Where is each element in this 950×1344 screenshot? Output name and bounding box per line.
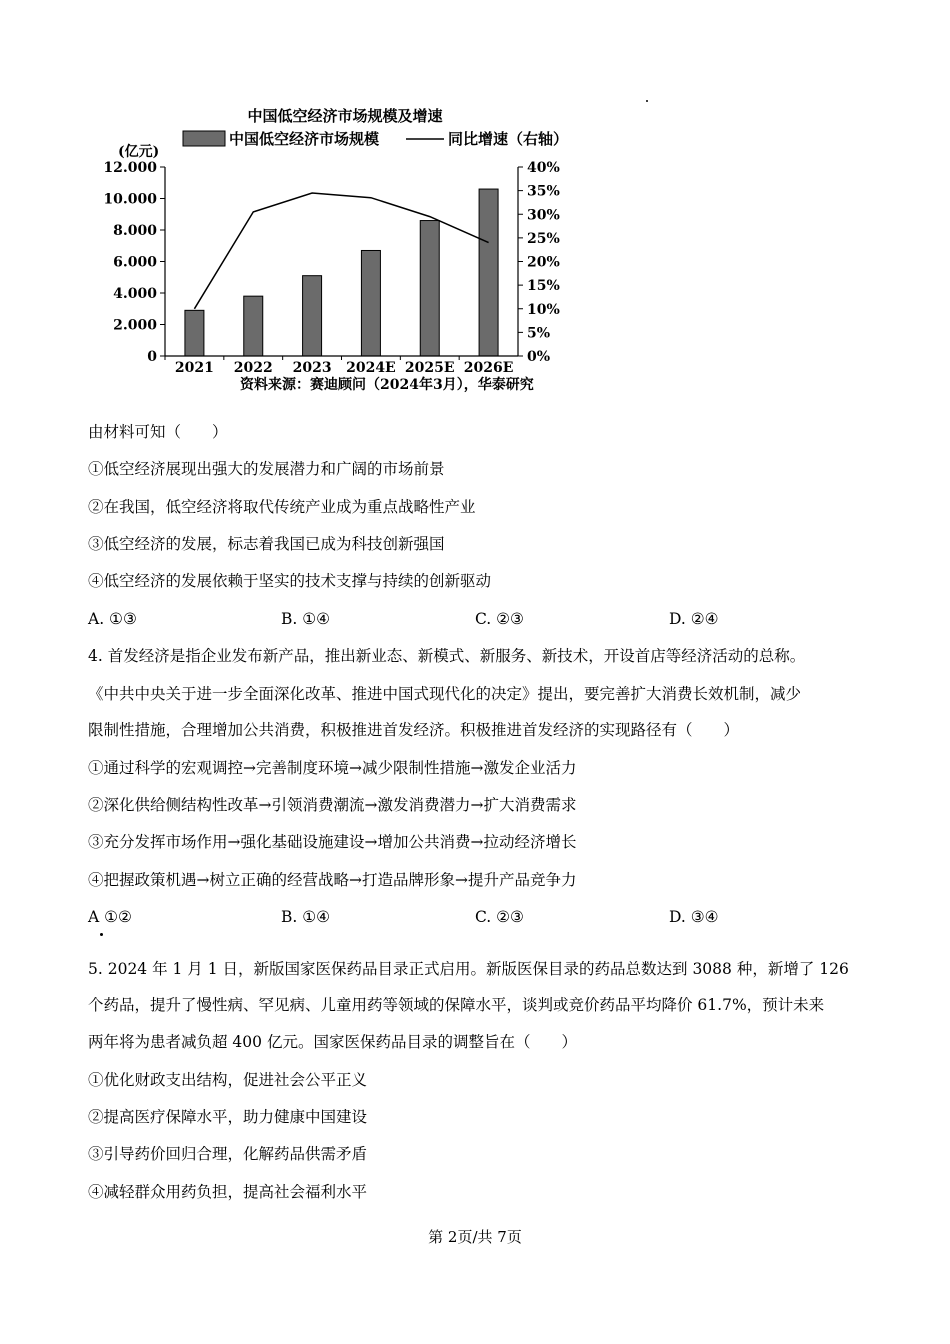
y2-tick-label: 20% (527, 254, 560, 271)
y-tick-label: 10.000 (103, 191, 157, 208)
scan-dot (646, 100, 648, 102)
y-tick-label: 0 (147, 349, 157, 365)
y-tick-label: 4.000 (113, 286, 157, 302)
y2-tick-label: 40% (527, 160, 560, 176)
y-tick-label: 2.000 (113, 317, 157, 334)
q5-item-3: ③引导药价回归合理，化解药品供需矛盾 (88, 1145, 368, 1163)
y2-tick-label: 35% (527, 183, 560, 200)
q3-option-d[interactable]: D. ②④ (669, 610, 719, 628)
bar (185, 310, 204, 356)
chart-source: 资料来源：赛迪顾问（2024年3月），华泰研究 (240, 377, 534, 393)
bar (420, 221, 439, 356)
q3-stem: 由材料可知（ ） (88, 423, 228, 441)
legend-line-label: 同比增速（右轴） (448, 130, 569, 148)
q4-item-4: ④把握政策机遇→树立正确的经营战略→打造品牌形象→提升产品竞争力 (88, 871, 577, 889)
q5-stem-line-2: 个药品，提升了慢性病、罕见病、儿童用药等领域的保障水平，谈判或竞价药品平均降价 61.7%，预计未来 (88, 996, 825, 1014)
q4-item-1: ①通过科学的宏观调控→完善制度环境→减少限制性措施→激发企业活力 (88, 759, 577, 777)
q5-item-4: ④减轻群众用药负担，提高社会福利水平 (88, 1183, 368, 1201)
y-tick-label: 12.000 (103, 160, 157, 176)
q5-item-1: ①优化财政支出结构，促进社会公平正义 (88, 1071, 368, 1089)
q4-stem-line-1: 4. 首发经济是指企业发布新产品，推出新业态、新模式、新服务、新技术，开设首店等经济活动的总称。 (88, 647, 806, 665)
bar (244, 296, 263, 356)
q5-item-2: ②提高医疗保障水平，助力健康中国建设 (88, 1108, 368, 1126)
q4-option-a[interactable]: A ①② (88, 908, 132, 926)
chart-title: 中国低空经济市场规模及增速 (247, 107, 443, 125)
y2-tick-label: 0% (527, 349, 551, 365)
x-tick-label: 2026E (463, 360, 514, 376)
y2-tick-label: 30% (527, 207, 560, 224)
q3-item-4: ④低空经济的发展依赖于坚实的技术支撑与持续的创新驱动 (88, 572, 492, 590)
q4-stem-line-2: 《中共中央关于进一步全面深化改革、推进中国式现代化的决定》提出，要完善扩大消费长效机制，减少 (88, 685, 802, 703)
q4-option-c[interactable]: C. ②③ (475, 908, 524, 926)
legend-bar-swatch (183, 131, 225, 146)
x-tick-label: 2025E (404, 360, 455, 376)
x-tick-label: 2024E (346, 360, 396, 376)
q3-option-a[interactable]: A. ①③ (88, 610, 137, 628)
q3-item-3: ③低空经济的发展，标志着我国已成为科技创新强国 (88, 535, 445, 553)
q5-stem-line-3: 两年将为患者减负超 400 亿元。国家医保药品目录的调整旨在（ ） (88, 1033, 577, 1051)
bar (361, 250, 380, 356)
q4-option-d[interactable]: D. ③④ (669, 908, 719, 926)
growth-rate-line (194, 193, 488, 309)
y-tick-label: 8.000 (113, 223, 157, 239)
bar (303, 276, 322, 356)
q4-option-b[interactable]: B. ①④ (281, 908, 331, 926)
q3-option-c[interactable]: C. ②③ (475, 610, 524, 628)
q3-item-1: ①低空经济展现出强大的发展潜力和广阔的市场前景 (88, 460, 445, 478)
x-tick-label: 2022 (233, 360, 273, 376)
y2-tick-label: 5% (527, 325, 551, 342)
page-footer: 第 2页/共 7页 (428, 1228, 522, 1246)
q4-stem-line-3: 限制性措施，合理增加公共消费，积极推进首发经济。积极推进首发经济的实现路径有（ ） (88, 721, 740, 739)
bar (479, 189, 498, 356)
q4-item-3: ③充分发挥市场作用→强化基础设施建设→增加公共消费→拉动经济增长 (88, 833, 577, 851)
y2-tick-label: 15% (527, 278, 560, 295)
q3-item-2: ②在我国，低空经济将取代传统产业成为重点战略性产业 (88, 498, 476, 516)
scan-dot (100, 933, 103, 936)
y2-tick-label: 25% (527, 230, 560, 247)
y-tick-label: 6.000 (113, 254, 157, 271)
market-size-chart (0, 0, 950, 400)
left-axis-unit: (亿元) (118, 144, 160, 160)
legend-bar-label: 中国低空经济市场规模 (229, 130, 380, 148)
x-tick-label: 2021 (174, 360, 214, 376)
x-tick-label: 2023 (292, 360, 332, 376)
y2-tick-label: 10% (527, 301, 560, 318)
q3-option-b[interactable]: B. ①④ (281, 610, 331, 628)
q5-stem-line-1: 5. 2024 年 1 月 1 日，新版国家医保药品目录正式启用。新版医保目录的药品总数达到 3088 种，新增了 126 (88, 960, 849, 978)
q4-item-2: ②深化供给侧结构性改革→引领消费潮流→激发消费潜力→扩大消费需求 (88, 796, 577, 814)
